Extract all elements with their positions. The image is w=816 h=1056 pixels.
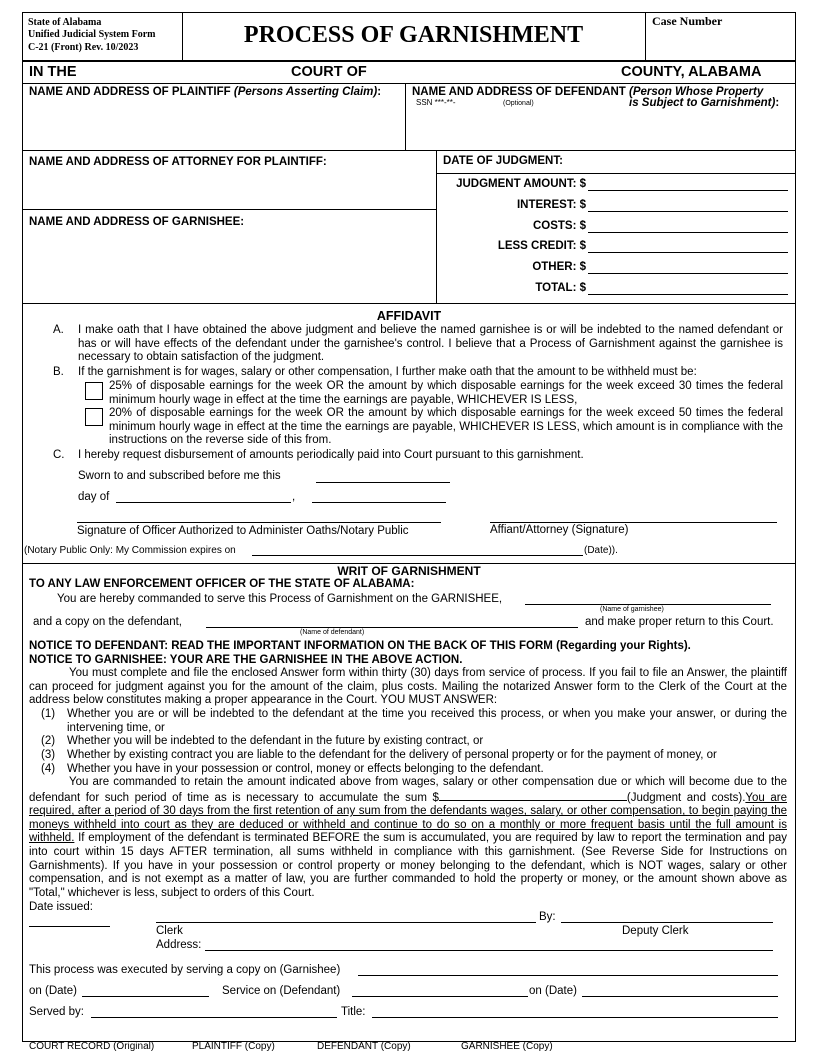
by-label: By:: [539, 911, 556, 923]
answer-item-1-num: (1): [41, 708, 56, 720]
notary-expires-label: (Notary Public Only: My Commission expires on: [24, 545, 236, 556]
answer-item-4-text: Whether you have in your possession or control, money or effects belonging to the defendant.: [67, 763, 544, 775]
day-of-label: day of: [78, 491, 110, 503]
header-divider-right: [645, 12, 646, 60]
name-of-defendant-caption: (Name of defendant): [300, 629, 365, 636]
served-by-label: Served by:: [29, 1006, 84, 1018]
day-of-comma: ,: [292, 491, 296, 503]
case-number-label: Case Number: [652, 14, 723, 28]
server-title-field[interactable]: [372, 1017, 778, 1018]
costs-label: COSTS: $: [532, 220, 586, 232]
plaintiff-name-field[interactable]: [24, 100, 402, 148]
defendant-name-field[interactable]: [408, 110, 794, 148]
attorney-bottom-rule: [22, 209, 436, 210]
writ-commanded-text: You are hereby commanded to serve this Process of Garnishment on the GARNISHEE,: [57, 593, 503, 605]
plaintiff-colon: :: [377, 86, 382, 98]
in-the-label: IN THE: [29, 64, 77, 80]
org-line-1: State of Alabama: [28, 17, 102, 28]
date-issued-label: Date issued:: [29, 901, 93, 913]
sworn-day-field[interactable]: [316, 482, 450, 483]
total-field[interactable]: [588, 294, 788, 295]
defendant-name-line[interactable]: [206, 627, 578, 628]
served-by-field[interactable]: [91, 1017, 337, 1018]
affidavit-heading: AFFIDAVIT: [376, 309, 442, 323]
interest-label: INTEREST: $: [516, 199, 586, 211]
answer-item-3-text: Whether by existing contract you are liable to the defendant for the delivery of personal property or for the payment of money, or: [67, 749, 717, 761]
court-line-bottom-rule: [22, 83, 796, 84]
deputy-clerk-label: Deputy Clerk: [622, 925, 689, 937]
writ-return-text: and make proper return to this Court.: [585, 616, 774, 628]
garnishee-service-date-field[interactable]: [82, 996, 209, 997]
option-25-percent-checkbox[interactable]: [85, 382, 103, 400]
defendant-note-1: (Person Whose Property: [629, 86, 764, 98]
ssn-optional: (Optional): [503, 100, 534, 107]
ssn-label: SSN ***-**-: [416, 98, 456, 107]
clerk-address-field[interactable]: [205, 950, 773, 951]
page-title: PROCESS OF GARNISHMENT: [243, 22, 584, 48]
retain-amount-text: You are commanded to retain the amount indicated above from wages, salary or other compensation due or which will become due to the defendant for such period of time as is necessary to accumulate the sum $: [29, 776, 787, 804]
judgment-and-costs-field[interactable]: [439, 790, 627, 801]
garnishee-name-line[interactable]: [525, 604, 771, 605]
executed-label: This process was executed by serving a copy on (Garnishee): [29, 964, 341, 976]
attorney-label: NAME AND ADDRESS OF ATTORNEY FOR PLAINTIFF:: [29, 156, 327, 168]
officer-signature-line[interactable]: [77, 522, 441, 523]
title-label: Title:: [341, 1006, 366, 1018]
answer-item-1-text: Whether you are or will be indebted to the defendant at the time you received this process, or when you make your answer, or during the intervening time, or: [67, 708, 787, 734]
court-of-label: COURT OF: [291, 64, 367, 80]
defendant-served-field[interactable]: [352, 996, 528, 997]
officer-signature-label: Signature of Officer Authorized to Administer Oaths/Notary Public: [77, 525, 409, 537]
on-date-label-2: on (Date): [529, 985, 577, 997]
form-id: C-21 (Front) Rev. 10/2023: [28, 42, 139, 53]
footer-defendant-copy: DEFENDANT (Copy): [317, 1041, 411, 1052]
parties-divider: [405, 83, 406, 150]
org-line-2: Unified Judicial System Form: [28, 29, 156, 40]
date-judgment-rule: [436, 173, 796, 174]
option-25-percent-text: 25% of disposable earnings for the week OR the amount by which disposable earnings for the week exceed 30 times the federal minimum hourly wage in effect at the time the earnings are payable, WHICHEVER IS LESS,: [109, 380, 783, 406]
termination-text: If employment of the defendant is terminated BEFORE the sum is accumulated, you are required by law to report the termination and pay into court within 15 days AFTER termination, all sums withheld in compliance with this garnishment. (See Reverse Side for Instructions on Garnishments). If you have in your possession or control property or money belonging to the defendant, which is NOT wages, salary or other compensation, and is not exempt as a matter of law, you are further commanded to hold the property or money, or the amount shown above as "Total," whichever is less, subject to orders of this Court.: [29, 832, 787, 899]
clerk-label: Clerk: [156, 925, 183, 937]
notice-to-defendant: NOTICE TO DEFENDANT: READ THE IMPORTANT INFORMATION ON THE BACK OF THIS FORM (Regarding your Rights).: [29, 640, 691, 652]
costs-field[interactable]: [588, 232, 788, 233]
retain-amount-paragraph: [29, 776, 787, 900]
clerk-signature-line[interactable]: [156, 922, 536, 923]
less-credit-field[interactable]: [588, 252, 788, 253]
affidavit-b-text: If the garnishment is for wages, salary or other compensation, I further make oath that the amount to be withheld must be:: [78, 366, 697, 378]
other-field[interactable]: [588, 273, 788, 274]
day-of-year-field[interactable]: [312, 502, 446, 503]
deputy-clerk-signature-line[interactable]: [561, 922, 773, 923]
affidavit-c-text: I hereby request disbursement of amounts periodically paid into Court pursuant to this garnishment.: [78, 449, 584, 461]
defendant-label-text: NAME AND ADDRESS OF DEFENDANT: [412, 86, 626, 98]
day-of-month-field[interactable]: [116, 502, 291, 503]
writ-copy-on-text: and a copy on the defendant,: [33, 616, 182, 628]
interest-field[interactable]: [588, 211, 788, 212]
sworn-label: Sworn to and subscribed before me this: [78, 470, 281, 482]
affidavit-b-letter: B.: [53, 366, 64, 378]
affidavit-top-rule: [22, 303, 796, 304]
affidavit-c-letter: C.: [53, 449, 65, 461]
answer-item-3-num: (3): [41, 749, 56, 761]
payment-requirement-text: You are required, after a period of 30 days from the first retention of any sum from the defendants wages, salary, or other compensation, to begin paying the moneys withheld into court as they are deduced or withheld and continue to do so on a monthly or more frequent basis until the full amount is withheld.: [29, 791, 787, 845]
date-of-judgment-label: DATE OF JUDGMENT:: [443, 155, 563, 167]
service-on-defendant-label: Service on (Defendant): [222, 985, 341, 997]
affidavit-a-text: I make oath that I have obtained the above judgment and believe the named garnishee is or will be indebted to the named defendant or has or will have effects of the defendant under the garnishee's control. I believe that a Process of Garnishment against the garnishee is necessary to obtain satisfaction of the judgment.: [78, 324, 783, 364]
option-20-percent-checkbox[interactable]: [85, 408, 103, 426]
header-bottom-rule: [22, 60, 796, 62]
plaintiff-note: (Persons Asserting Claim): [233, 86, 378, 98]
plaintiff-label-text: NAME AND ADDRESS OF PLAINTIFF: [29, 86, 231, 98]
answer-item-2-num: (2): [41, 735, 56, 747]
name-of-garnishee-caption: (Name of garnishee): [600, 606, 664, 613]
parties-bottom-rule: [22, 150, 796, 151]
date-of-judgment-field[interactable]: [575, 152, 793, 170]
footer-plaintiff-copy: PLAINTIFF (Copy): [192, 1041, 275, 1052]
footer-garnishee-copy: GARNISHEE (Copy): [461, 1041, 553, 1052]
notary-expires-field[interactable]: [252, 555, 583, 556]
answer-item-4-num: (4): [41, 763, 56, 775]
defendant-colon: :: [775, 97, 780, 109]
writ-heading: WRIT OF GARNISHMENT: [337, 564, 481, 578]
garnishee-label: NAME AND ADDRESS OF GARNISHEE:: [29, 216, 245, 228]
address-label: Address:: [156, 939, 202, 951]
defendant-service-date-field[interactable]: [582, 996, 778, 997]
date-issued-field[interactable]: [29, 926, 110, 927]
plaintiff-label: [29, 86, 381, 98]
garnishee-name-field[interactable]: [24, 232, 434, 300]
notice-to-garnishee: NOTICE TO GARNISHEE: YOUR ARE THE GARNISHEE IN THE ABOVE ACTION.: [29, 654, 463, 666]
notary-date-suffix: (Date)).: [584, 545, 618, 556]
answer-item-2-text: Whether you will be indebted to the defendant in the future by existing contract, or: [67, 735, 484, 747]
affiant-signature-line[interactable]: [490, 522, 777, 523]
judgment-amount-field[interactable]: [588, 190, 788, 191]
defendant-note-2: [629, 97, 779, 109]
footer-court-record: COURT RECORD (Original): [29, 1041, 155, 1052]
answer-instructions: You must complete and file the enclosed Answer form within thirty (30) days from service of process. If you fail to file an Answer, the plaintiff can proceed for judgment against you for the amount of the claim, plus costs. Mailing the notarized Answer form to the Clerk of the Court at the address below constitutes making a proper appearance in the Court. YOU MUST ANSWER:: [29, 667, 787, 707]
defendant-note-2-text: is Subject to Garnishment): [629, 97, 776, 109]
option-20-percent-text: 20% of disposable earnings for the week OR the amount by which disposable earnings for the week exceed 50 times the federal minimum hourly wage in effect at the time the earnings are payable, WHICHEVER IS LESS, which amount is in compliance with the instructions on the reverse side of this from.: [109, 407, 783, 447]
judgment-and-costs-label: (Judgment and costs).: [626, 791, 746, 804]
total-label: TOTAL: $: [535, 282, 586, 294]
other-label: OTHER: $: [532, 261, 586, 273]
executed-garnishee-field[interactable]: [358, 975, 778, 976]
affidavit-a-letter: A.: [53, 324, 64, 336]
less-credit-label: LESS CREDIT: $: [497, 240, 586, 252]
county-label: COUNTY, ALABAMA: [621, 64, 762, 80]
on-date-label: on (Date): [29, 985, 77, 997]
judgment-amount-label: JUDGMENT AMOUNT: $: [456, 178, 586, 190]
attorney-name-field[interactable]: [24, 172, 434, 207]
affiant-signature-label: Affiant/Attorney (Signature): [490, 524, 629, 536]
writ-to-officer: TO ANY LAW ENFORCEMENT OFFICER OF THE STATE OF ALABAMA:: [29, 578, 415, 590]
